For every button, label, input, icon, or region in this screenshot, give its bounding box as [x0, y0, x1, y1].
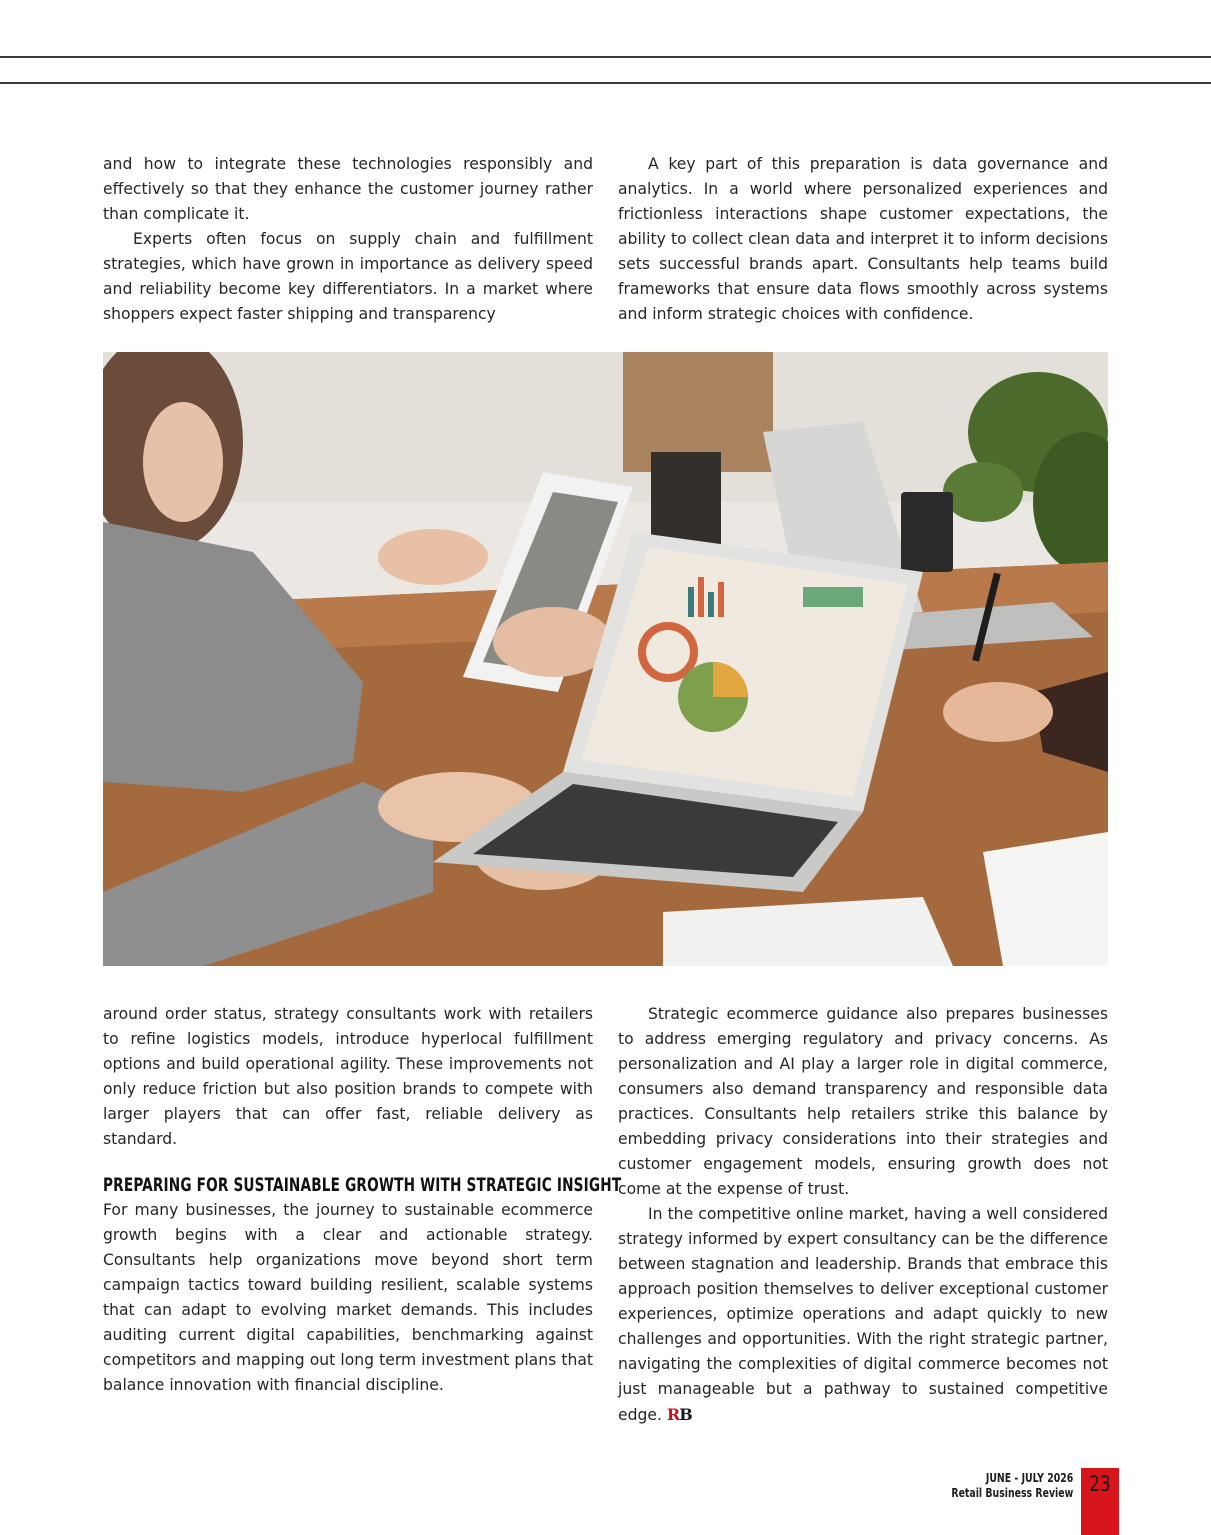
article-column-top-left [103, 152, 593, 327]
paragraph: and how to integrate these technologies responsibly and effectively so that they enhance the customer journey rather than complicate it. [103, 155, 593, 223]
article-column-bottom-right [618, 1002, 1108, 1428]
header-rule-bottom [0, 82, 1211, 84]
section-heading: PREPARING FOR SUSTAINABLE GROWTH WITH STRATEGIC INSIGHT [103, 1175, 622, 1196]
issue-date: JUNE - JULY 2026 [985, 1471, 1073, 1485]
paragraph: around order status, strategy consultants work with retailers to refine logistics models, introduce hyperlocal fulfillment options and build operational agility. These improvements not only reduce friction but also position brands to compete with larger players that can offer fast, reliable delivery as standard. [103, 1005, 593, 1148]
header-rule-top [0, 56, 1211, 58]
paragraph: A key part of this preparation is data governance and analytics. In a world where personalized experiences and frictionless interactions shape customer expectations, the ability to collect clean data and interpret it to inform decisions sets successful brands apart. Consultants help teams build frameworks that ensure data flows smoothly across systems and inform strategic choices with confidence. [618, 155, 1108, 323]
photo-icon [103, 352, 1108, 966]
paragraph: Strategic ecommerce guidance also prepares businesses to address emerging regulatory and privacy concerns. As personalization and AI play a larger role in digital commerce, consumers also demand transparency and responsible data practices. Consultants help retailers strike this balance by embedding privacy considerations into their strategies and customer engagement models, ensuring growth does not come at the expense of trust. [618, 1005, 1108, 1198]
page-number-tab [1081, 1468, 1119, 1535]
footer-info [951, 1471, 1073, 1501]
publication-name: Retail Business Review [951, 1486, 1073, 1500]
end-mark-logo: RB [666, 1405, 692, 1424]
paragraph: For many businesses, the journey to sustainable ecommerce growth begins with a clear and actionable strategy. Consultants help organizations move beyond short term campaign tactics toward building resilient, scalable systems that can adapt to evolving market demands. This includes auditing current digital capabilities, benchmarking against competitors and mapping out long term investment plans that balance innovation with financial discipline. [103, 1201, 593, 1394]
paragraph-text: In the competitive online market, having a well considered strategy informed by expert consultancy can be the difference between stagnation and leadership. Brands that embrace this approach position themselves to deliver exceptional customer experiences, optimize operations and adapt quickly to new challenges and opportunities. With the right strategic partner, navigating the complexities of digital commerce becomes not just manageable but a pathway to sustained competitive edge. [618, 1205, 1108, 1424]
article-column-bottom-left [103, 1002, 622, 1398]
article-photo [103, 352, 1108, 966]
paragraph: Experts often focus on supply chain and fulfillment strategies, which have grown in importance as delivery speed and reliability become key differentiators. In a market where shoppers expect faster shipping and transparency [103, 230, 593, 323]
article-column-top-right [618, 152, 1108, 327]
page-number: 23 [1089, 1472, 1111, 1496]
paragraph [618, 1202, 1108, 1428]
